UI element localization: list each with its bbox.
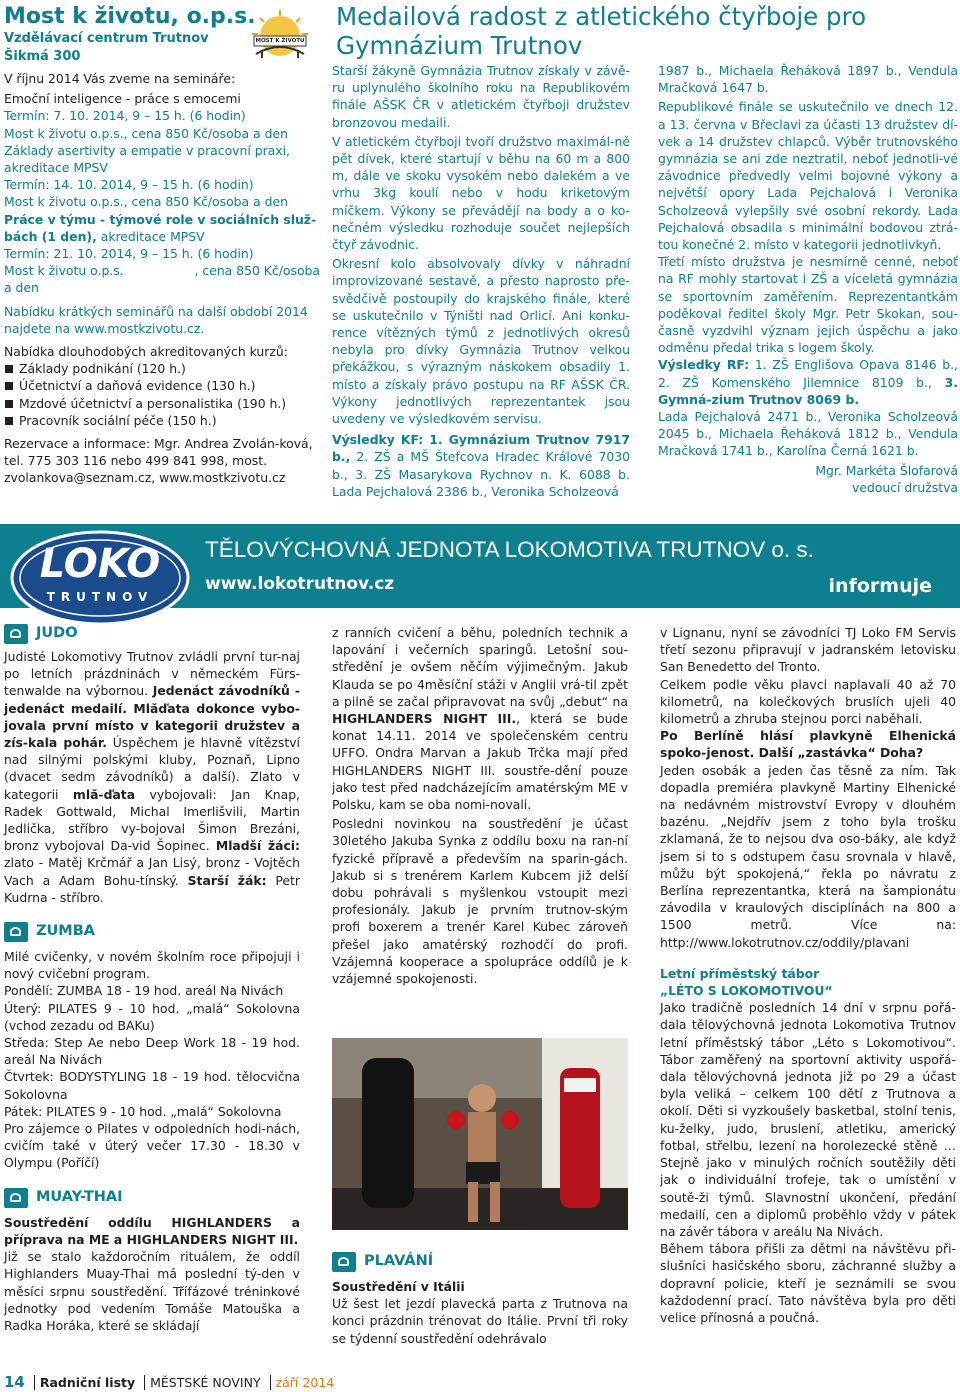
gym-r2: Republikové finále se uskutečnilo ve dnech 12. a 13. června v Břeclavi za účasti 13 družstev dí-vek a 14 družstev chlapců. Výběr trutnovského gymnázia se ani zde neztratil, neboť jednotli-vé závodnice předvedly velmi bojovné výkony a největší opory Lada Pejchalová i Veronika Scholzeová vylepšily své osobní rekordy. Lada Pejchalová obsadila s minimální bodovou ztrá-tou konečné 2. místo v kategorii jednotlivkyň. — [658, 99, 958, 253]
gym-r4a: 1. ZŠ Englišova Opava 8146 b., 2. ZŠ Komenského Jilemnice 8109 b., — [658, 357, 958, 390]
right-text-c: Jeden osobák a jeden čas těsně za ním. Tak dopadla premiéra plavkyně Martiny Elhenické na nedávném mistrovství Evropy v dlouhém bazénu. „Nejdřív jsem z toho byla trošku zklamaná, že to nejsou dva oso-báky, ale když jsem si to s odstupem času srovnala v hlavě, můžu být spokojená,“ řekla po návratu z Berlína reprezentantka, která na šampionátu závodila v kraulových disciplínách na 800 a 1500 metrů. Více na: http://www.lokotrutnov.cz/oddily/plavani — [660, 762, 956, 950]
tabor-head2: „LÉTO S LOKOMOTIVOU“ — [660, 983, 833, 999]
mkz-long-offer: Nabídka dlouhodobých akreditovaných kurzů: — [4, 344, 288, 360]
loko-col1: JUDO Judisté Lokomotivy Trutnov zvládli první tur-naj po letních prázdninách v německém Fürs-tenwalde na výbornou. Jedenáct závodníků - jedenáct medailí. Mlăďata dokonce vybo-jovala první místo v kategorii družstev a zís-kala pohár. Úspěchem je hlavně vítězství nad silnými polskými kluby, Poznaň, Lipno (dvacet sedm závodníků) a další). Zlato v kategorii mlă-ďata vybojovali: Jan Knap, Radek Gottwald, Michal Imerlišvili, Martin Jedlička, stříbro vy-bojoval Šimon Brezáni, bronz vybojoval Da-vid Šopinec. Mladší žáci: zlato - Matěj Krčmář a Jan Lisý, bronz - Vojtěch Vach a Adam Bohu-tínský. Starší žák: Petr Kudrna - stříbro. ZUMBA Milé cvičenky, v novém školním roce připojuji i nový cvičební program. Pondělí: ZUMBA 18 - 19 hod. areál Na Nivách Úterý: PILATES 9 - 10 hod. „malá“ Sokolovna (vchod zezadu od BAKu) Středa: Step Ae nebo Deep Work 18 - 19 hod. areál Na Nivách Čtvrtek: BODYSTYLING 18 - 19 hod. tělocvična Sokolovna Pátek: PILATES 9 - 10 hod. „malá“ Sokolovna Pro zájemce o Pilates v odpoledních hodi-nách, cvičím také v úterý večer 17.30 - 18.30 v Olympu (Poříčí) MUAY-THAI Soustředění oddílu HIGHLANDERS a příprava na ME a HIGHLANDERS NIGHT III. Již se stalo každoročním rituálem, že oddíl Highlanders Muay-Thai má poslední tý-den v měsíci srpnu soustředění. Třífázové tréninkové jednotky pod vedením Tomáše Matouška a Radka Horáka, které se skládají — [4, 625, 301, 1333]
mkz-sem3-cost-b: a den — [4, 280, 39, 296]
gym-p4: 2. ZŠ a MŠ Štefcova Hradec Králové 7030 b., 3. ZŠ Masarykova Rychnov n. K. 6088 b. Lada Pejchalová 2386 b., Veronika Scholzeová — [332, 449, 630, 499]
mkz-sem1-title: Emoční inteligence - práce s emocemi — [4, 91, 241, 107]
right-text-a: v Lignanu, nyní se závodníci TJ Loko FM Servis třetí sezonu připravují v jadranském letovisku San Benedetto del Tronto. — [660, 625, 956, 675]
mkz-sem2-term: Termín: 14. 10. 2014, 9 – 15 h. (6 hodin) — [4, 177, 254, 193]
gym-p1: Starší žákyně Gymnázia Trutnov získaly v závě-ru uplynulého školního roku na Republikovém finále AŠSK ČR v atletickém čtyřboji družstev bronzovou medaili. — [332, 63, 630, 130]
gym-p3: Okresní kolo absolvovaly dívky v náhradní improvizované sestavě, a přesto naprosto pře-svědčivě postoupily do krajského finále, které se uskutečnilo v Týništi nad Orlicí. Ani konku-rence vítězných týmů z jednotlivých okresů nebyla pro dívky Gymnázia Trutnov velkou překážkou, s výrazným náskokem obsadily 1. místo a získaly právo postupu na RF AŠSK ČR. Výkony jednotlivých reprezentantek jsou uvedeny ve výsledkovém servisu. — [332, 256, 630, 427]
page-footer — [4, 1374, 334, 1391]
mkz-sem3-cost-a: , cena 850 Kč/osoba — [194, 263, 320, 279]
judo-heading: JUDO — [4, 624, 300, 644]
banner-url[interactable]: www.lokotrutnov.cz — [205, 574, 395, 594]
banner-informs: informuje — [828, 575, 932, 597]
judo-icon — [4, 624, 28, 644]
muay-heading: MUAY-THAI — [4, 1188, 300, 1208]
gym-col2 — [658, 62, 958, 496]
plavani-section — [332, 1252, 628, 1347]
mkz-sem2-title: Základy asertivity a empatie v pracovní praxi, — [4, 142, 290, 158]
list-item: Mzdové účetnictví a personalistika (190 h.) — [4, 395, 320, 412]
mkz-sem1-cost: , cena 850 Kč/osoba a den — [123, 125, 288, 141]
zumba-schedule: Milé cvičenky, v novém školním roce připojuji i nový cvičební program. Pondělí: ZUMBA 18 - 19 hod. areál Na Nivách Úterý: PILATES 9 - 10 hod. „malá“ Sokolovna (vchod zezadu od BAKu) Středa: Step Ae nebo Deep Work 18 - 19 hod. areál Na Nivách Čtvrtek: BODYSTYLING 18 - 19 hod. tělocvična Sokolovna Pátek: PILATES 9 - 10 hod. „malá“ Sokolovna Pro zájemce o Pilates v odpoledních hodi-nách, cvičím také v úterý večer 17.30 - 18.30 v Olympu (Poříčí) — [4, 949, 300, 1171]
footer-section: MĚSTSKÉ NOVINY — [150, 1375, 261, 1390]
right-bold-a: Po Berlíně hlásí plavkyně Elhenická spoko-jenost. Další „zastávka“ Doha? — [660, 728, 956, 761]
list-item: Pracovník sociální péče (150 h.) — [4, 412, 320, 429]
loko-col2: z ranních cvičení a běhu, poledních technik a lapování i večerních sparingů. Letošní sou-středění je ovšem něčím výjimečným. Jakub Klauda se po 4měsíční stáži v Anglii vrá-til zpět a pilně se začal připravovat na svůj „debut“ na HIGHLANDERS NIGHT III., která se bude konat 14.11. 2014 ve společenském centru UFFO. Ondra Marvan a Jakub Trčka mají před HIGHLANDERS NIGHT III. soustře-dění pouze jako test před nadcházejícím amatérským ME v Polsku, kam se oba nomi-novali. Posledni novinkou na soustředění je účast 30letého Jakuba Synka z oddílu boxu na ran-ní fyzické přípravě a především na sparin-gách. Jakub si s trenérem Karlem Kubcem již delší dobu pohrávali s myšlenkou vstoupit mezi profesionály. Jakub je prvním trutnov-ským profi boxerem a trenér Karel Kubec zároveň přešel jako amatérský rozhodčí do profi. Vzájemná kooperace a spolupráce oddílů je k vzájemné spokojenosti. — [332, 625, 628, 987]
mkz-sem2-cost: , cena 850 Kč/osoba a den — [123, 194, 288, 210]
mkz-intro: V říjnu 2014 Vás zveme na semináře: — [4, 71, 236, 86]
mkz-short-offer: Nabídku krátkých seminářů na další období 2014 najdete na www.mostkzivotu.cz. — [4, 303, 308, 336]
mid-text-d: Posledni novinkou na soustředění je účast 30letého Jakuba Synka z oddílu boxu na ran-ní fyzické přípravě a především na sparin-gách. Jakub si s trenérem Karlem Kubcem již delší dobu pohrávali s myšlenkou vstoupit mezi profesionály. Jakub je prvním trutnov-ským profi boxerem a trenér Karel Kubec zároveň přešel jako amatérský rozhodčí do profi. Vzájemná kooperace a spolupráce oddílů je k vzájemné spokojenosti. — [332, 816, 628, 987]
footer-paper: Radniční listy — [39, 1375, 136, 1390]
gym-sig-role: vedoucí družstva — [851, 479, 958, 495]
plavani-text: Už šest let jezdí plavecká parta z Trutnova na konci prázdnin trénovat do Itálie. První tři roky se týdenní soustředění odehrávalo — [332, 1296, 628, 1346]
gym-title: Medailová radost z atletického čtyřboje pro Gymnázium Trutnov — [336, 2, 867, 60]
mkz-sem3-title-b: bách (1 den), — [4, 228, 97, 244]
swimmer-icon — [332, 1252, 356, 1272]
mkz-subtitle1: Vzdělávací centrum Trutnov — [4, 31, 209, 46]
gym-r5: Lada Pejchalová 2471 b., Veronika Scholzeová 2045 b., Michaela Řeháková 1812 b., Vendula Mračková 1741 b., Karolína Černá 1621 b. — [658, 409, 958, 459]
footer-issue: září 2014 — [275, 1375, 335, 1390]
muay-text: Již se stalo každoročním rituálem, že oddíl Highlanders Muay-Thai má poslední tý-den v měsíci srpnu soustředění. Třífázové tréninkové jednotky pod vedením Tomáše Matouška a Radka Horáka, které se skládají — [4, 1249, 300, 1333]
mid-text-a: z ranních cvičení a běhu, poledních technik a lapování i večerních sparingů. Letošní sou-středění je ovšem něčím výjimečným. Jakub Klauda se po 4měsíční stáži v Anglii vrá-til zpět a pilně se začal připravovat na svůj „debut“ na — [332, 625, 628, 709]
muay-bold: Soustředění oddílu HIGHLANDERS a příprava na ME a HIGHLANDERS NIGHT III. — [4, 1214, 300, 1247]
zumba-icon — [4, 922, 28, 942]
list-item: Základy podnikání (120 h.) — [4, 360, 320, 377]
mkz-sem1-term: Termín: 7. 10. 2014, 9 – 15 h. (6 hodin) — [4, 108, 246, 124]
mkz-reserve: Rezervace a informace: Mgr. Andrea Zvolán-ková, tel. 775 303 116 nebo 499 841 998, most. zvolankova@seznam.cz, www.mostkzivotu.cz — [4, 436, 313, 486]
right-text-d: Jako tradičně posledních 14 dní v srpnu pořá-dala tělovýchovná jednota Lokomotiva Trutnov letní příměstský tábor „Léto s Lokomotivou“. Tábor zaměřený na sportovní aktivity uspořá-dala tělovýchovná jednota již po 29 a účast byla veliká – celkem 100 dětí z Trutnova a okolí. Děti si vyzkoušely basketbal, stolní tenis, ku-želky, judo, bruslení, atletiku, americký fotbal, střelbu, lezení na horolezecké stěně … Stejně jako v minulých ročních soutěžily děti jak o individuální trofeje, tak o umístění v soutě-ži týmů. Slavnostní ukončení, předání medailí, cen a diplomů proběhlo vždy v pátek na závěr tábora v areálu Na Nivách. — [660, 1000, 956, 1239]
gym-col1 — [332, 62, 630, 500]
mkz-sem3-accr: akreditace MPSV — [96, 228, 205, 244]
mkz-title: Most k životu, o.p.s. — [4, 4, 256, 29]
muay-thai-photo — [332, 1038, 628, 1230]
page-number: 14 — [4, 1373, 25, 1391]
mkz-subtitle2: Šikmá 300 — [4, 49, 81, 64]
loko-col3 — [660, 624, 956, 1326]
mkz-sem2-accr: akreditace MPSV — [4, 160, 108, 176]
mkz-logo: MOST K ŽIVOTU — [248, 10, 312, 62]
judo-text-a: Judisté Lokomotivy Trutnov zvládli první tur-naj po letních prázdninách v německém Fürs-tenwalde na výbornou. — [4, 649, 300, 699]
mkz-sem3-title-a: Práce v týmu - týmové role v sociálních služ- — [4, 211, 317, 227]
gym-r1: 1987 b., Michaela Řeháková 1897 b., Vendula Mračková 1647 b. — [658, 63, 958, 96]
gym-sig-name: Mgr. Markéta Šlofarová — [815, 462, 958, 478]
mkz-courses — [4, 360, 320, 429]
zumba-heading: ZUMBA — [4, 922, 300, 942]
loko-banner — [0, 524, 960, 608]
mkz-sem3-org: Most k životu o.p.s. — [4, 263, 124, 279]
list-item: Účetnictví a daňová evidence (130 h.) — [4, 377, 320, 394]
gym-r4-bold: Výsledky RF: — [658, 357, 750, 373]
banner-title: TĚLOVÝCHOVNÁ JEDNOTA LOKOMOTIVA TRUTNOV o. s. — [205, 537, 814, 562]
loko-logo: LOKO TRUTNOV — [8, 528, 192, 628]
mkz-sem3-term: Termín: 21. 10. 2014, 9 – 15 h. (6 hodin) — [4, 246, 254, 262]
mkz-sem2-org: Most k životu o.p.s. — [4, 194, 124, 210]
right-text-b: Celkem podle věku plavci naplavali 40 až 70 kilometrů, na kolečkových bruslích ujeli 40 kilometrů a zhruba stejnou porci naběhali. — [660, 676, 956, 727]
muay-icon — [4, 1188, 28, 1208]
gym-p2: V atletickém čtyřboji tvoří družstvo maximál-ně pět dívek, které startují v běhu na 60 m a 800 m, dále ve skoku vysokém nebo dalekém a ve vrhu 3kg koulí nebo v hodu kriketovým míčkem. Výkony se převádějí na body a o ko-nečném výsledku rozhoduje součet nejlepších čtyř závodnic. — [332, 133, 630, 253]
plavani-heading: PLAVÁNÍ — [332, 1252, 628, 1272]
mkz-sem1-org: Most k životu o.p.s. — [4, 125, 124, 141]
right-text-e: Během tábora přišli za dětmi na návštěvu při-slušníci hasičského sboru, záchranné služby a dopravní policie, kteří je seznámili se svou každodenní prací. Tato návštěva byla pro děti velice přínosná a poučná. — [660, 1241, 956, 1325]
plavani-bold: Soustředění v Itálii — [332, 1279, 465, 1294]
mkz-section — [4, 4, 320, 487]
gym-r3: Třetí místo družstva je nesmírně cenné, neboť na RF mohly startovat i ZŠ a víceletá gymnázia se sportovním zaměřením. Reprezentantkám poděkoval ředitel školy Mgr. Petr Skokan, sou-časně vyzdvihl význam jejich úspěchu a jako odměnu předal trika s logem školy. — [658, 254, 958, 356]
gym-p4-bold: Výsledky KF: 1. Gymnázium Trutnov 7917 b., — [332, 432, 630, 465]
tabor-head1: Letní příměstský tábor — [660, 965, 820, 981]
gym-r4b-bold: 3. Gymná-zium Trutnov 8069 b. — [658, 374, 958, 407]
